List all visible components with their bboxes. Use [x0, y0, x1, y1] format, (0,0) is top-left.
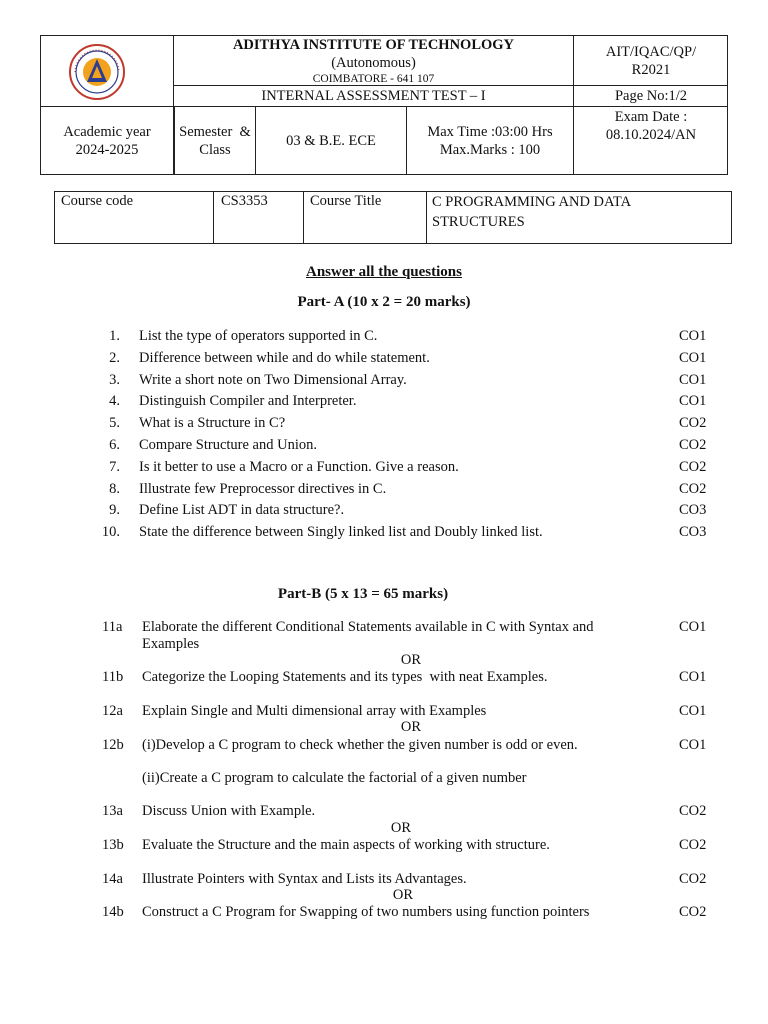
course-title: [432, 192, 631, 232]
exam-date-label: Exam Date :: [614, 109, 688, 125]
question-text: Illustrate Pointers with Syntax and Lists its Advantages.: [142, 871, 467, 887]
course-outcome: CO1: [679, 328, 707, 344]
question-number: 11b: [102, 669, 124, 685]
question-text: (i)Develop a C program to check whether the given number is odd or even.: [142, 737, 578, 753]
question-text: List the type of operators supported in C.: [139, 328, 378, 344]
question-text: State the difference between Singly linked list and Doubly linked list.: [139, 524, 543, 540]
question-number: 11a: [102, 619, 123, 635]
course-outcome: CO1: [679, 737, 707, 753]
course-outcome: CO2: [679, 837, 707, 853]
divider: [41, 106, 728, 107]
institute-name: ADITHYA INSTITUTE OF TECHNOLOGY: [232, 37, 515, 53]
course-outcome: CO2: [679, 904, 707, 920]
question-number: 12a: [102, 703, 123, 719]
or-separator: OR: [390, 820, 412, 836]
autonomous-label: (Autonomous): [331, 55, 416, 71]
question-text: Distinguish Compiler and Interpreter.: [139, 393, 357, 409]
course-outcome: CO1: [679, 669, 707, 685]
course-code: CS3353: [221, 193, 268, 209]
or-separator: OR: [400, 719, 422, 735]
course-outcome: CO3: [679, 502, 707, 518]
question-text: Construct a C Program for Swapping of two numbers using function pointers: [142, 904, 590, 920]
test-name: INTERNAL ASSESSMENT TEST – I: [261, 88, 486, 104]
question-number: 12b: [102, 737, 124, 753]
question-text: Categorize the Looping Statements and its types with neat Examples.: [142, 669, 548, 685]
course-title-label: Course Title: [310, 193, 382, 209]
question-text: Define List ADT in data structure?.: [139, 502, 345, 518]
max-time: Max Time :03:00 Hrs: [427, 124, 553, 140]
course-outcome: CO2: [679, 415, 707, 431]
course-outcome: CO1: [679, 350, 707, 366]
regulation: R2021: [631, 62, 671, 78]
divider: [213, 192, 214, 243]
question-number: 9.: [109, 502, 120, 518]
question-text: Write a short note on Two Dimensional Array.: [139, 372, 407, 388]
question-number: 5.: [109, 415, 120, 431]
question-text: Is it better to use a Macro or a Function. Give a reason.: [139, 459, 459, 475]
instructions-heading: Answer all the questions: [306, 264, 462, 280]
divider: [303, 192, 304, 243]
course-outcome: CO3: [679, 524, 707, 540]
institute-logo: [67, 42, 127, 102]
question-number: 2.: [109, 350, 120, 366]
course-outcome: CO2: [679, 459, 707, 475]
academic-year-label: Academic year: [63, 124, 151, 140]
question-number: 14b: [102, 904, 124, 920]
question-number: 8.: [109, 481, 120, 497]
question-number: 10.: [101, 524, 120, 540]
course-outcome: CO1: [679, 619, 707, 635]
document-code: AIT/IQAC/QP/: [605, 44, 697, 60]
question-number: 14a: [102, 871, 123, 887]
part-a-heading: Part- A (10 x 2 = 20 marks): [297, 294, 471, 310]
course-outcome: CO2: [679, 871, 707, 887]
question-number: 1.: [109, 328, 120, 344]
question-text: Elaborate the different Conditional Statements available in C with Syntax and: [142, 619, 594, 635]
course-title-line: C PROGRAMMING AND DATA: [432, 194, 632, 210]
question-text: Examples: [142, 636, 200, 652]
course-outcome: CO1: [679, 372, 707, 388]
part-b-heading: Part-B (5 x 13 = 65 marks): [277, 586, 449, 602]
course-outcome: CO1: [679, 393, 707, 409]
semester-label: Semester &: [179, 124, 251, 140]
divider: [426, 192, 427, 243]
question-number: 4.: [109, 393, 120, 409]
question-number: 13a: [102, 803, 123, 819]
question-number: 13b: [102, 837, 124, 853]
question-text: Evaluate the Structure and the main aspects of working with structure.: [142, 837, 550, 853]
course-outcome: CO2: [679, 481, 707, 497]
exam-date: 08.10.2024/AN: [605, 127, 697, 143]
question-text: What is a Structure in C?: [139, 415, 286, 431]
max-marks: Max.Marks : 100: [439, 142, 541, 158]
academic-year: 2024-2025: [75, 142, 139, 158]
question-number: 6.: [109, 437, 120, 453]
course-title-line: STRUCTURES: [432, 214, 525, 230]
semester-class-value: 03 & B.E. ECE: [286, 133, 376, 149]
question-number: 3.: [109, 372, 120, 388]
course-code-label: Course code: [61, 193, 134, 209]
question-text: Discuss Union with Example.: [142, 803, 316, 819]
course-outcome: CO2: [679, 437, 707, 453]
page-number: Page No:1/2: [614, 88, 688, 104]
or-separator: OR: [400, 652, 422, 668]
class-label: Class: [199, 142, 231, 158]
question-text: (ii)Create a C program to calculate the factorial of a given number: [142, 770, 527, 786]
course-outcome: CO2: [679, 803, 707, 819]
question-text: Illustrate few Preprocessor directives in C.: [139, 481, 387, 497]
course-table: [54, 191, 732, 244]
question-text: Compare Structure and Union.: [139, 437, 317, 453]
institute-city: COIMBATORE - 641 107: [312, 73, 435, 85]
course-outcome: CO1: [679, 703, 707, 719]
or-separator: OR: [392, 887, 414, 903]
header-table: [40, 35, 728, 175]
question-text: Explain Single and Multi dimensional array with Examples: [142, 703, 487, 719]
question-text: Difference between while and do while statement.: [139, 350, 430, 366]
question-number: 7.: [109, 459, 120, 475]
